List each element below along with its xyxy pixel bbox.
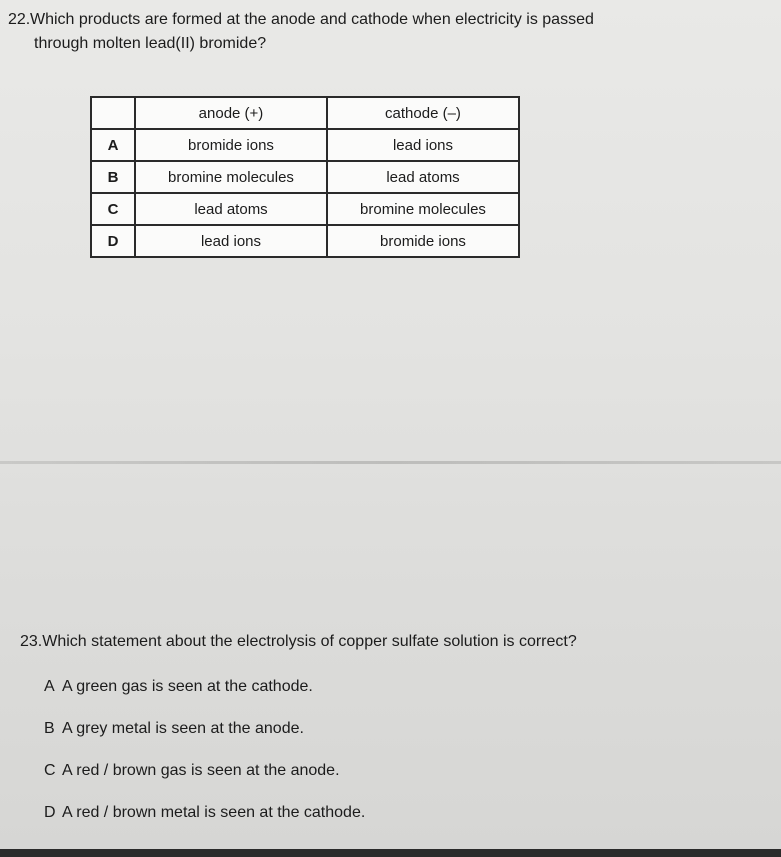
cathode-cell: bromide ions [327,225,519,257]
option-a[interactable] [44,676,313,698]
option-letter: D [44,804,56,821]
question-22 [8,8,708,56]
table-header-row [91,97,519,129]
question-22-stem: Which products are formed at the anode and cathode when electricity is passed [30,11,594,28]
cathode-cell: lead ions [327,129,519,161]
option-text: A red / brown gas is seen at the anode. [62,762,340,779]
page-divider [0,461,781,464]
anode-header: anode (+) [135,97,327,129]
question-22-line1 [8,8,708,32]
cathode-cell: lead atoms [327,161,519,193]
question-22-line2: through molten lead(II) bromide? [34,35,267,52]
table-row [91,225,519,257]
option-c[interactable] [44,760,340,782]
table-row [91,161,519,193]
table-row [91,129,519,161]
option-letter: B [44,720,55,737]
anode-cell: lead atoms [135,193,327,225]
option-letter: C [44,762,56,779]
question-23-number: 23. [20,633,43,650]
table-corner-cell [91,97,135,129]
cathode-header: cathode (–) [327,97,519,129]
option-text: A green gas is seen at the cathode. [62,678,313,695]
page-bottom-edge [0,849,781,857]
row-key: B [91,161,135,193]
row-key: C [91,193,135,225]
option-text: A red / brown metal is seen at the cathode. [62,804,366,821]
cathode-cell: bromine molecules [327,193,519,225]
question-23 [20,630,577,654]
question-22-number: 22. [8,11,31,28]
option-d[interactable] [44,802,365,824]
option-b[interactable] [44,718,304,740]
answer-table [90,96,520,258]
anode-cell: lead ions [135,225,327,257]
anode-cell: bromine molecules [135,161,327,193]
option-text: A grey metal is seen at the anode. [62,720,304,737]
row-key: A [91,129,135,161]
question-23-stem: Which statement about the electrolysis of copper sulfate solution is correct? [42,633,577,650]
option-letter: A [44,678,55,695]
anode-cell: bromide ions [135,129,327,161]
row-key: D [91,225,135,257]
table-row [91,193,519,225]
